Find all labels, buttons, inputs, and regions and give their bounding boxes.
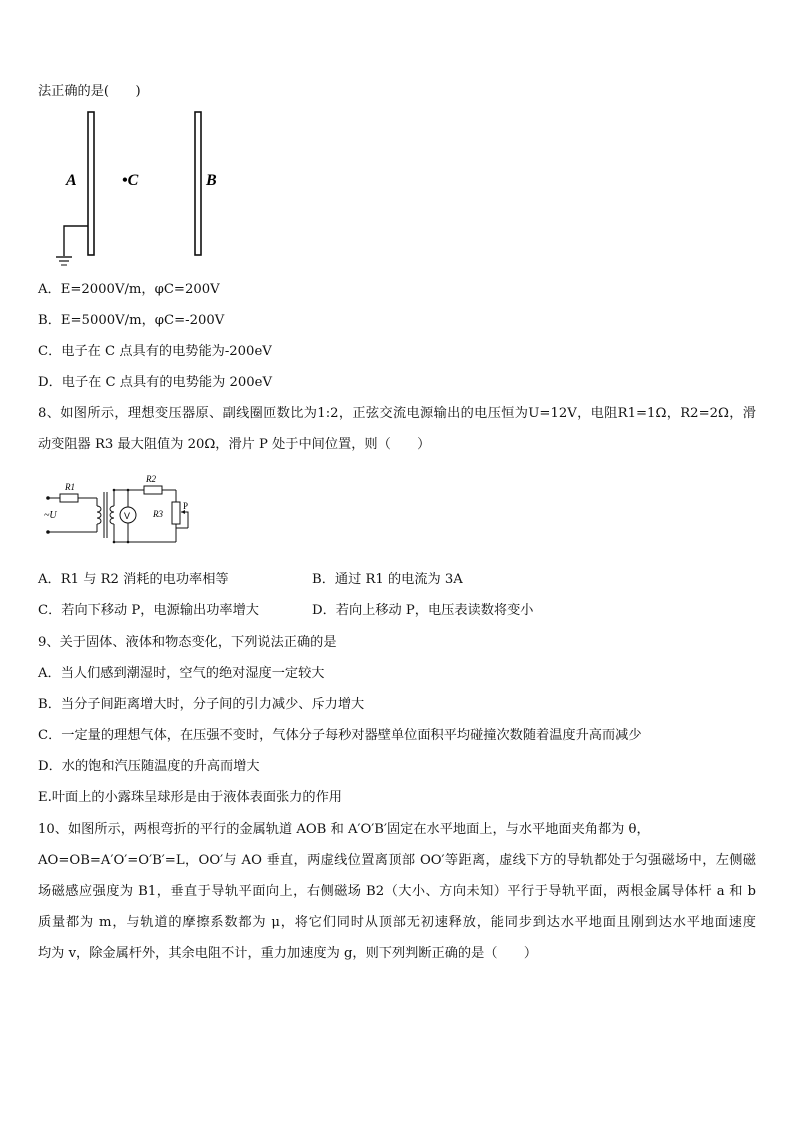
q8-stem-line2: 动变阻器 R3 最大阻值为 20Ω，滑片 P 处于中间位置，则（ ） — [38, 437, 431, 452]
q8-option-c: C．若向下移动 P，电源输出功率增大 — [38, 603, 259, 618]
q9-option-b: B．当分子间距离增大时，分子间的引力减少、斥力增大 — [38, 697, 365, 712]
q10-stem-line2: AO=OB=A′O′=O′B′=L，OO′与 AO 垂直，两虚线位置离顶部 OO′等距离，虚线下方的导轨都处于匀强磁场中，左侧磁 — [38, 853, 756, 868]
voltmeter-label: V — [124, 511, 131, 521]
q9-stem: 9、关于固体、液体和物态变化，下列说法正确的是 — [38, 635, 337, 650]
q9-option-c: C．一定量的理想气体，在压强不变时，气体分子每秒对器壁单位面积平均碰撞次数随着温度升高而减少 — [38, 728, 642, 743]
q8-stem-line1: 8、如图所示，理想变压器原、副线圈匝数比为1:2，正弦交流电源输出的电压恒为U=12V，电阻R1=1Ω，R2=2Ω，滑 — [38, 406, 756, 421]
q7-option-b: B．E=5000V/m，φC=-200V — [38, 313, 225, 328]
r1-resistor — [60, 494, 78, 502]
q8-option-d: D．若向上移动 P，电压表读数将变小 — [312, 603, 534, 618]
label-c: •C — [122, 172, 139, 189]
q10-stem-line3: 场磁感应强度为 B1，垂直于导轨平面向上，右侧磁场 B2（大小、方向未知）平行于导轨平面，两根金属导体杆 a 和 b — [38, 884, 756, 899]
q10-stem-line4: 质量都为 m，与轨道的摩擦系数都为 μ，将它们同时从顶部无初速释放，能同步到达水平地面且刚到达水平地面速度 — [38, 915, 756, 930]
p-label: P — [183, 501, 189, 511]
q9-option-e: E.叶面上的小露珠呈球形是由于液体表面张力的作用 — [38, 790, 342, 805]
r1-label: R1 — [65, 482, 75, 492]
r3-rheostat — [172, 502, 180, 524]
label-a: A — [66, 172, 77, 189]
q8-option-a: A．R1 与 R2 消耗的电功率相等 — [38, 572, 229, 587]
q10-stem-line5: 均为 v，除金属杆外，其余电阻不计，重力加速度为 g，则下列判断正确的是（ ） — [38, 946, 538, 961]
capacitor-figure — [52, 108, 232, 268]
source-label: ~U — [44, 510, 57, 521]
q10-stem-line1: 10、如图所示，两根弯折的平行的金属轨道 AOB 和 A′O′B′固定在水平地面上，与水平地面夹角都为 θ， — [38, 822, 650, 837]
q9-option-d: D．水的饱和汽压随温度的升高而增大 — [38, 759, 260, 774]
r3-label: R3 — [153, 509, 163, 519]
intro-text: 法正确的是( ) — [38, 84, 141, 99]
secondary-coil — [110, 506, 114, 524]
q7-option-c: C．电子在 C 点具有的电势能为-200eV — [38, 344, 272, 359]
label-b: B — [206, 172, 217, 189]
plate-a — [88, 112, 94, 255]
q8-option-b: B．通过 R1 的电流为 3A — [312, 572, 463, 587]
transformer-circuit — [40, 470, 200, 550]
ground-wire — [64, 226, 88, 256]
q7-option-d: D．电子在 C 点具有的电势能为 200eV — [38, 375, 272, 390]
plate-b — [195, 112, 201, 255]
ground-icon — [56, 257, 72, 265]
r2-resistor — [144, 486, 162, 494]
q7-option-a: A．E=2000V/m，φC=200V — [38, 282, 220, 297]
q9-option-a: A．当人们感到潮湿时，空气的绝对湿度一定较大 — [38, 666, 325, 681]
r2-label: R2 — [146, 474, 156, 484]
primary-coil — [97, 506, 101, 524]
